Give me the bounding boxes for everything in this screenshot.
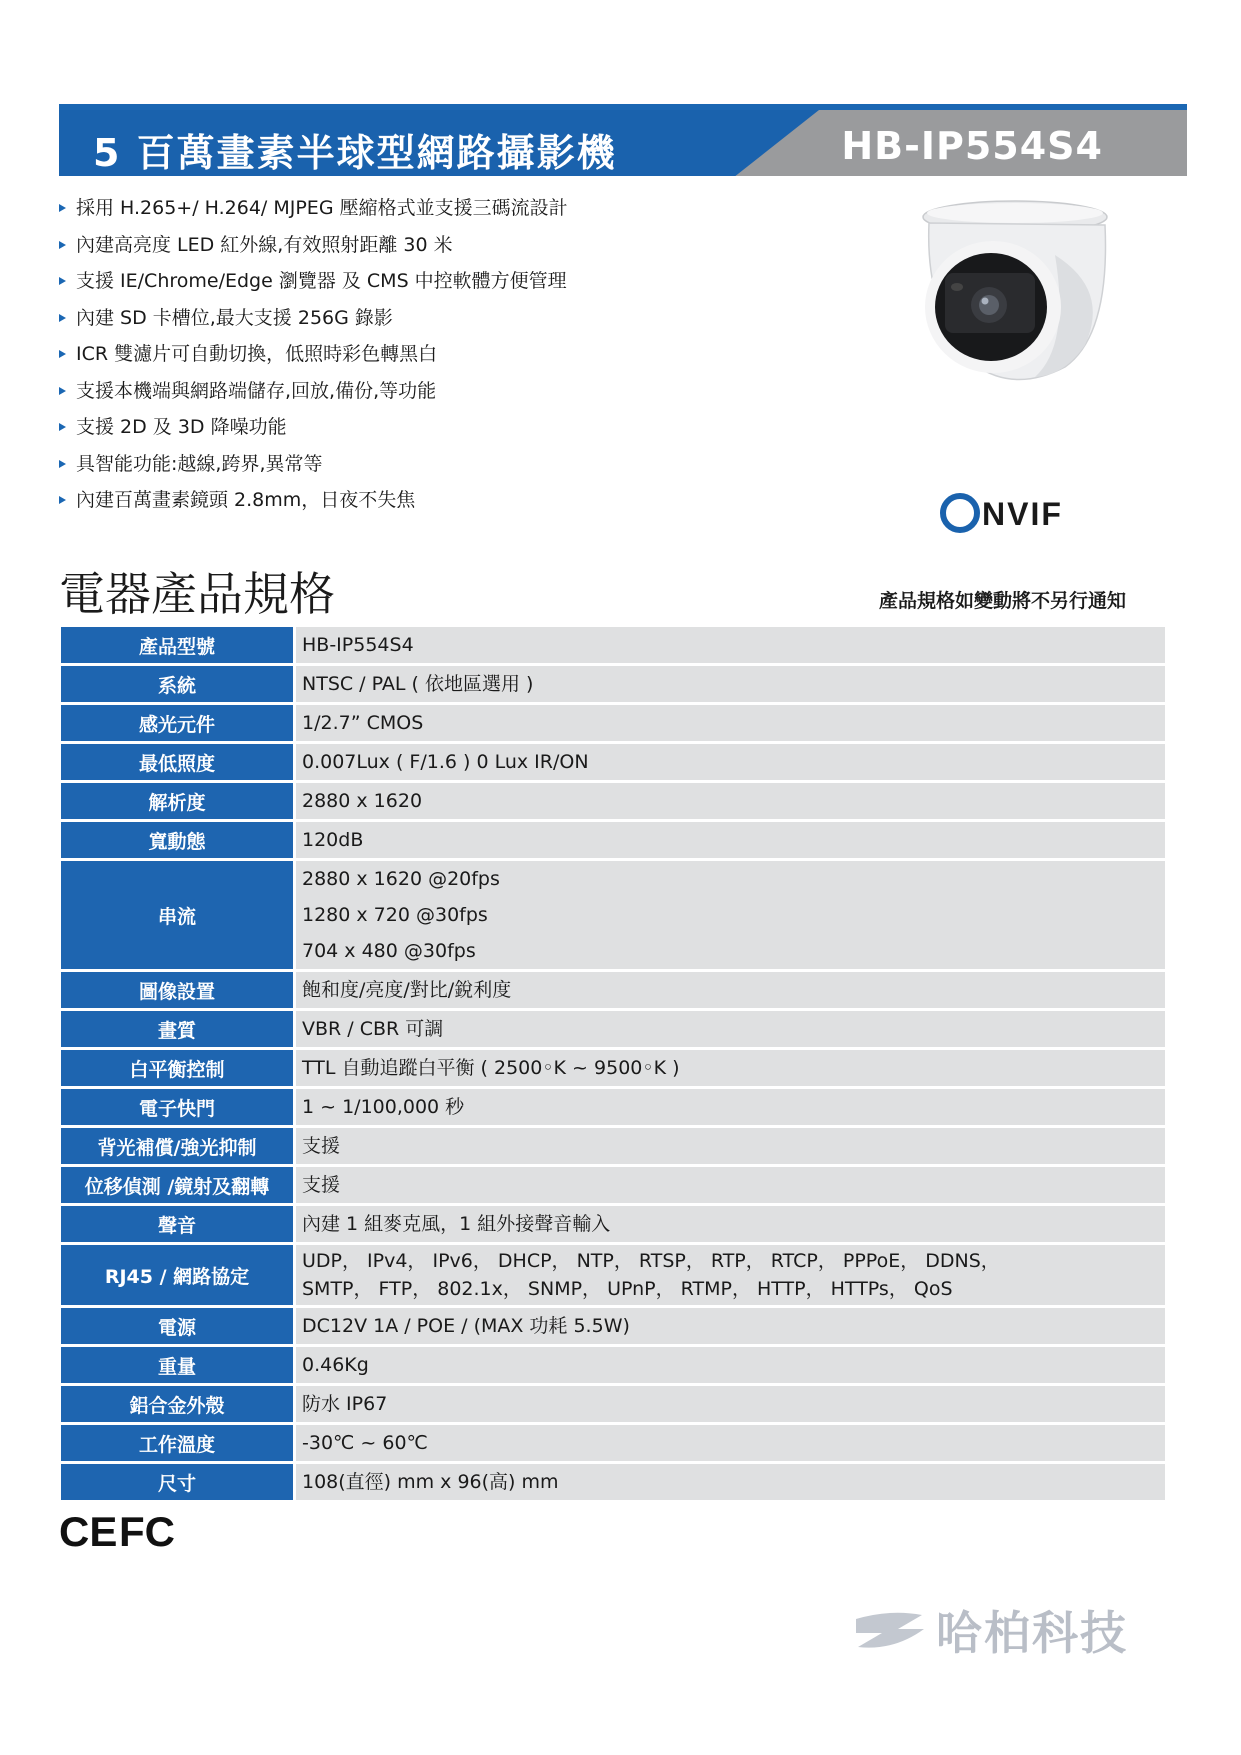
feature-item: 內建 SD 卡槽位,最大支援 256G 錄影 bbox=[59, 300, 879, 337]
spec-label: 串流 bbox=[61, 861, 293, 969]
spec-label: 畫質 bbox=[61, 1011, 293, 1047]
table-row bbox=[61, 1308, 1165, 1344]
table-row bbox=[61, 1245, 1165, 1305]
spec-value: DC12V 1A / POE / (MAX 功耗 5.5W) bbox=[296, 1308, 1165, 1344]
feature-item: 支援 2D 及 3D 降噪功能 bbox=[59, 409, 879, 446]
bullet-icon bbox=[59, 496, 66, 504]
spec-value: VBR / CBR 可調 bbox=[296, 1011, 1165, 1047]
spec-table bbox=[61, 627, 1165, 1503]
onvif-logo bbox=[938, 488, 1098, 538]
table-row bbox=[61, 822, 1165, 858]
spec-label: 電子快門 bbox=[61, 1089, 293, 1125]
table-row bbox=[61, 627, 1165, 663]
spec-value: 2880 x 1620 bbox=[296, 783, 1165, 819]
table-row bbox=[61, 1089, 1165, 1125]
table-row bbox=[61, 1128, 1165, 1164]
table-row bbox=[61, 972, 1165, 1008]
bullet-icon bbox=[59, 314, 66, 322]
spec-value: NTSC / PAL ( 依地區選用 ) bbox=[296, 666, 1165, 702]
feature-item: ICR 雙濾片可自動切換，低照時彩色轉黑白 bbox=[59, 336, 879, 373]
bullet-icon bbox=[59, 277, 66, 285]
spec-label: 工作溫度 bbox=[61, 1425, 293, 1461]
spec-label: RJ45 / 網路協定 bbox=[61, 1245, 293, 1305]
bullet-icon bbox=[59, 204, 66, 212]
spec-value: 支援 bbox=[296, 1128, 1165, 1164]
table-row bbox=[61, 1167, 1165, 1203]
ce-fc-certification-logo bbox=[59, 1508, 183, 1554]
spec-label: 白平衡控制 bbox=[61, 1050, 293, 1086]
spec-value: 120dB bbox=[296, 822, 1165, 858]
spec-value: UDP， IPv4， IPv6， DHCP， NTP， RTSP， RTP， RTCP， PPPoE， DDNS， SMTP， FTP， 802.1x， SNMP， UPnP， RTMP， HTTP， HTTPs， QoS bbox=[296, 1245, 1165, 1305]
spec-label: 最低照度 bbox=[61, 744, 293, 780]
spec-label: 產品型號 bbox=[61, 627, 293, 663]
brand-swoosh-icon bbox=[850, 1607, 930, 1653]
spec-label: 解析度 bbox=[61, 783, 293, 819]
bullet-icon bbox=[59, 460, 66, 468]
feature-item: 支援 IE/Chrome/Edge 瀏覽器 及 CMS 中控軟體方便管理 bbox=[59, 263, 879, 300]
feature-item: 內建高亮度 LED 紅外線,有效照射距離 30 米 bbox=[59, 227, 879, 264]
spec-label: 尺寸 bbox=[61, 1464, 293, 1500]
header-banner bbox=[59, 104, 1187, 176]
table-row bbox=[61, 666, 1165, 702]
spec-value: HB-IP554S4 bbox=[296, 627, 1165, 663]
spec-note: 產品規格如變動將不另行通知 bbox=[878, 590, 1126, 612]
spec-label: 系統 bbox=[61, 666, 293, 702]
spec-value: 1/2.7” CMOS bbox=[296, 705, 1165, 741]
bullet-icon bbox=[59, 241, 66, 249]
feature-item: 內建百萬畫素鏡頭 2.8mm，日夜不失焦 bbox=[59, 482, 879, 519]
spec-label: 寬動態 bbox=[61, 822, 293, 858]
table-row bbox=[61, 1464, 1165, 1500]
feature-item: 採用 H.265+/ H.264/ MJPEG 壓縮格式並支援三碼流設計 bbox=[59, 190, 879, 227]
table-row bbox=[61, 1050, 1165, 1086]
table-row bbox=[61, 861, 1165, 969]
spec-value: 0.46Kg bbox=[296, 1347, 1165, 1383]
feature-item: 具智能功能:越線,跨界,異常等 bbox=[59, 446, 879, 483]
product-title: 5 百萬畫素半球型網路攝影機 bbox=[93, 131, 617, 175]
table-row bbox=[61, 744, 1165, 780]
spec-label: 鋁合金外殼 bbox=[61, 1386, 293, 1422]
spec-value: 支援 bbox=[296, 1167, 1165, 1203]
bullet-icon bbox=[59, 423, 66, 431]
table-row bbox=[61, 1011, 1165, 1047]
bullet-icon bbox=[59, 387, 66, 395]
brand-logo bbox=[850, 1600, 1128, 1660]
spec-label: 圖像設置 bbox=[61, 972, 293, 1008]
spec-label: 重量 bbox=[61, 1347, 293, 1383]
spec-value: 2880 x 1620 @20fps 1280 x 720 @30fps 704 x 480 @30fps bbox=[296, 861, 1165, 969]
spec-label: 感光元件 bbox=[61, 705, 293, 741]
table-row bbox=[61, 1425, 1165, 1461]
spec-value: 0.007Lux ( F/1.6 ) 0 Lux IR/ON bbox=[296, 744, 1165, 780]
spec-label: 電源 bbox=[61, 1308, 293, 1344]
bullet-icon bbox=[59, 350, 66, 358]
svg-text:NVIF: NVIF bbox=[982, 496, 1063, 532]
table-row bbox=[61, 1206, 1165, 1242]
spec-value: 內建 1 組麥克風，1 組外接聲音輸入 bbox=[296, 1206, 1165, 1242]
spec-heading: 電器產品規格 bbox=[59, 567, 335, 621]
spec-value: 防水 IP67 bbox=[296, 1386, 1165, 1422]
feature-list bbox=[59, 190, 879, 519]
spec-value: 108(直徑) mm x 96(高) mm bbox=[296, 1464, 1165, 1500]
svg-text:CE: CE bbox=[59, 1508, 118, 1554]
table-row bbox=[61, 1347, 1165, 1383]
spec-value: 飽和度/亮度/對比/銳利度 bbox=[296, 972, 1165, 1008]
table-row bbox=[61, 1386, 1165, 1422]
spec-label: 聲音 bbox=[61, 1206, 293, 1242]
dome-camera-image bbox=[905, 195, 1125, 395]
table-row bbox=[61, 783, 1165, 819]
table-row bbox=[61, 705, 1165, 741]
spec-value: -30℃ ~ 60℃ bbox=[296, 1425, 1165, 1461]
spec-value: 1 ~ 1/100,000 秒 bbox=[296, 1089, 1165, 1125]
spec-label: 位移偵測 /鏡射及翻轉 bbox=[61, 1167, 293, 1203]
feature-item: 支援本機端與網路端儲存,回放,備份,等功能 bbox=[59, 373, 879, 410]
svg-text:FC: FC bbox=[119, 1508, 175, 1554]
spec-value: TTL 自動追蹤白平衡 ( 2500◦K ~ 9500◦K ) bbox=[296, 1050, 1165, 1086]
product-model: HB-IP554S4 bbox=[841, 124, 1103, 168]
brand-name: 哈柏科技 bbox=[936, 1606, 1128, 1660]
spec-label: 背光補償/強光抑制 bbox=[61, 1128, 293, 1164]
